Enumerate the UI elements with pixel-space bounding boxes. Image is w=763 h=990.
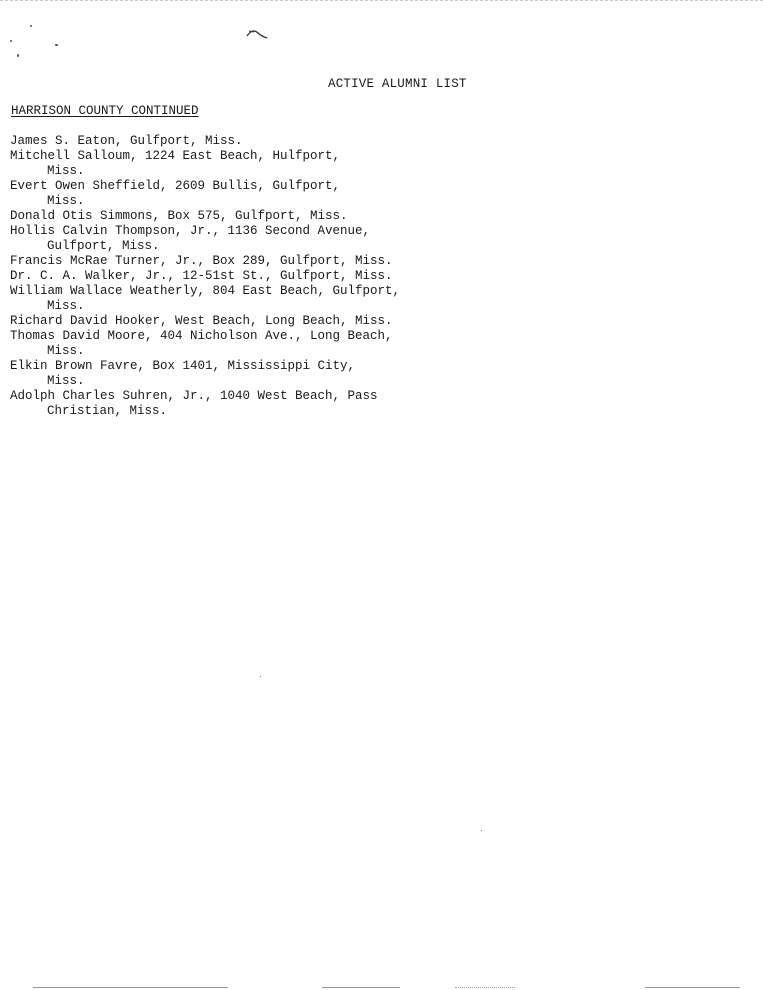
- alumni-list: [10, 134, 400, 419]
- scan-speck: [481, 830, 482, 831]
- alumni-entry-line: Richard David Hooker, West Beach, Long Beach, Miss.: [10, 314, 393, 328]
- alumni-entry-continuation: Miss.: [47, 194, 85, 208]
- alumni-entry-line: Thomas David Moore, 404 Nicholson Ave., Long Beach,: [10, 329, 393, 343]
- alumni-entry-line: Donald Otis Simmons, Box 575, Gulfport, Miss.: [10, 209, 348, 223]
- alumni-entry-line: Dr. C. A. Walker, Jr., 12-51st St., Gulfport, Miss.: [10, 269, 393, 283]
- bottom-edge-rule: [322, 987, 400, 988]
- alumni-entry-line: James S. Eaton, Gulfport, Miss.: [10, 134, 243, 148]
- alumni-entry-continuation: Miss.: [47, 299, 85, 313]
- alumni-entry-continuation: Miss.: [47, 164, 85, 178]
- scan-speck: [260, 676, 261, 677]
- alumni-entry-line: Mitchell Salloum, 1224 East Beach, Hulfport,: [10, 149, 341, 163]
- bottom-edge-rule: [455, 987, 515, 988]
- pen-mark-icon: [246, 28, 268, 40]
- alumni-entry-continuation: Miss.: [47, 344, 85, 358]
- scan-speck: [10, 40, 12, 42]
- alumni-entry-continuation: Gulfport, Miss.: [47, 239, 160, 253]
- scan-speck: [17, 54, 19, 57]
- alumni-entry-line: Adolph Charles Suhren, Jr., 1040 West Beach, Pass: [10, 389, 378, 403]
- alumni-entry-line: Evert Owen Sheffield, 2609 Bullis, Gulfport,: [10, 179, 341, 193]
- section-heading: HARRISON COUNTY CONTINUED: [11, 104, 199, 118]
- scan-speck: [55, 44, 58, 46]
- alumni-entry-line: William Wallace Weatherly, 804 East Beach, Gulfport,: [10, 284, 401, 298]
- bottom-edge-rule: [645, 987, 740, 988]
- document-title: ACTIVE ALUMNI LIST: [328, 77, 467, 91]
- alumni-entry-line: Hollis Calvin Thompson, Jr., 1136 Second Avenue,: [10, 224, 371, 238]
- top-edge-dashes: [0, 0, 763, 1]
- scan-speck: [30, 25, 32, 27]
- alumni-entry-continuation: Miss.: [47, 374, 85, 388]
- alumni-entry-line: Elkin Brown Favre, Box 1401, Mississippi City,: [10, 359, 356, 373]
- alumni-entry-continuation: Christian, Miss.: [47, 404, 168, 418]
- alumni-entry-line: Francis McRae Turner, Jr., Box 289, Gulfport, Miss.: [10, 254, 393, 268]
- bottom-edge-rule: [33, 987, 228, 988]
